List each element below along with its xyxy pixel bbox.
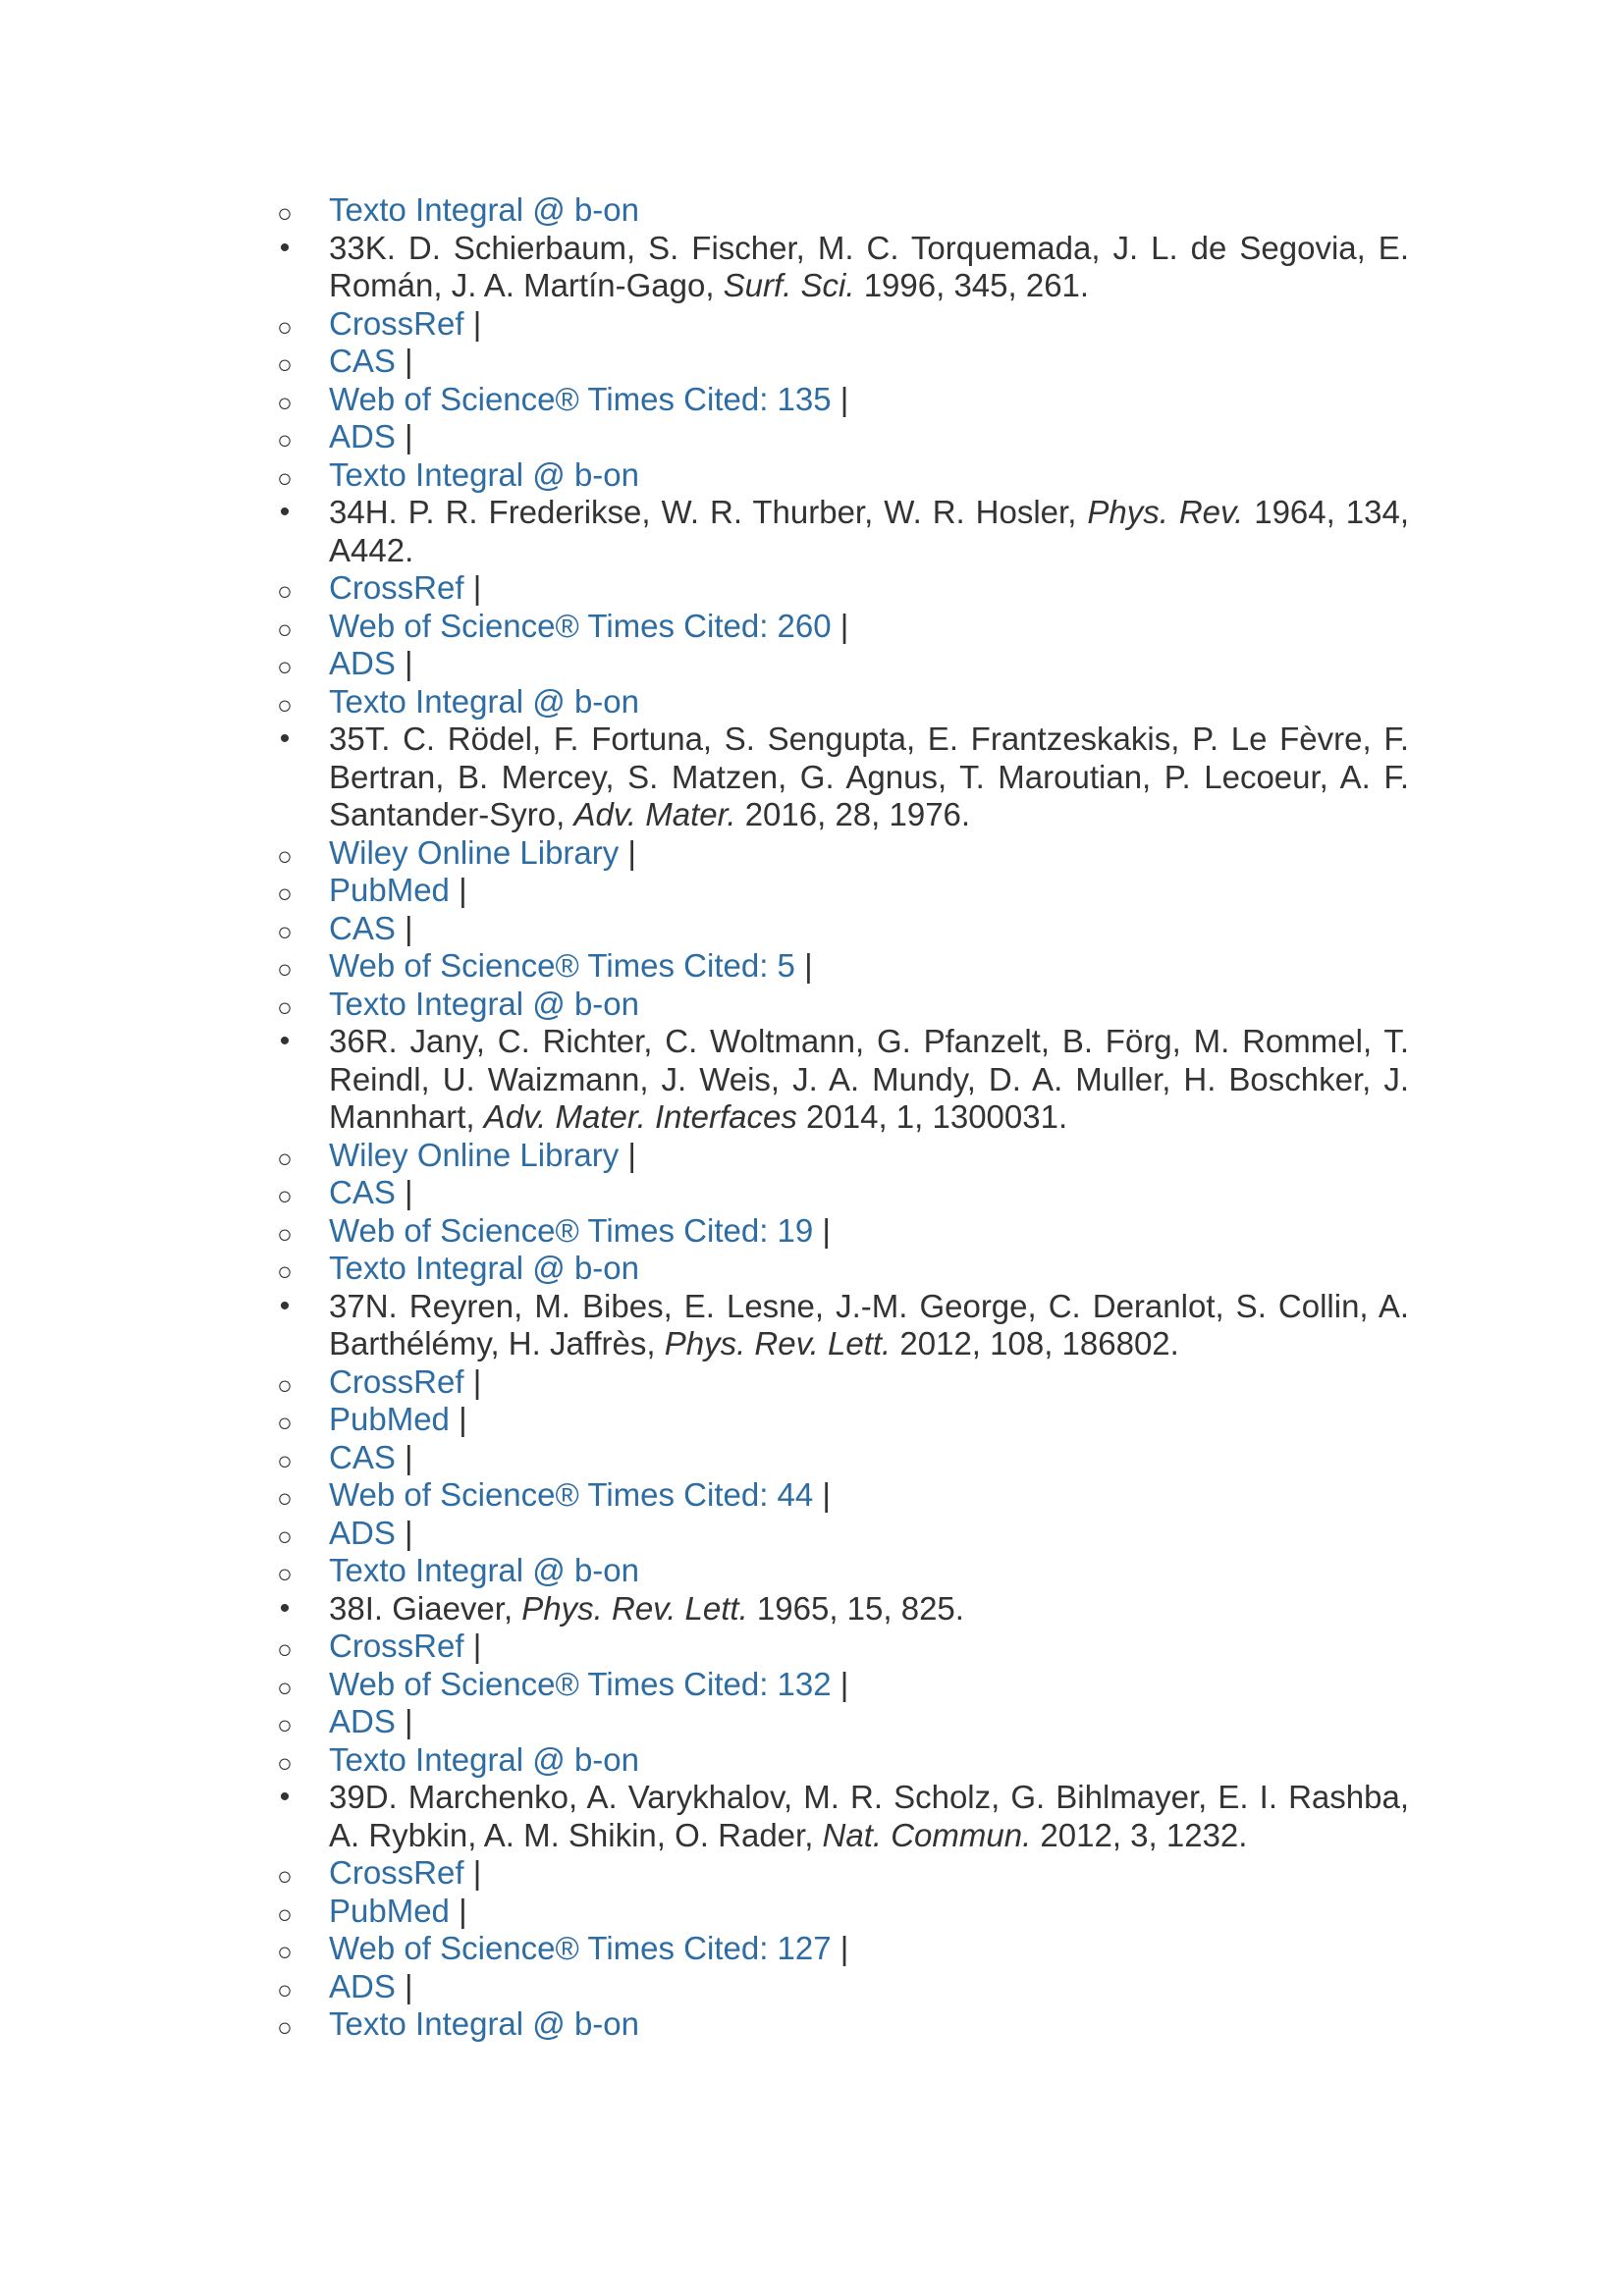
reference-entry: [265, 1288, 1409, 1363]
journal-name: Surf. Sci.: [723, 267, 855, 303]
reference-link-row: [265, 986, 1409, 1024]
hollow-bullet-icon: ○: [277, 1974, 293, 2004]
cas-link[interactable]: CAS: [329, 909, 396, 946]
reference-citation: [329, 721, 1409, 834]
reference-link-row: [265, 1212, 1409, 1251]
reference-citation: [329, 1288, 1409, 1363]
reference-entry: [265, 1779, 1409, 1854]
hollow-bullet-icon: ○: [277, 311, 293, 342]
reference-link-row: [265, 569, 1409, 608]
link-separator: |: [813, 1211, 832, 1249]
reference-citation: [329, 1590, 1409, 1629]
hollow-bullet-icon: ○: [277, 349, 293, 379]
reference-entry: [265, 1023, 1409, 1137]
reference-link-row: [265, 872, 1409, 910]
filled-bullet-icon: •: [279, 722, 291, 755]
link-separator: |: [463, 1628, 482, 1664]
crossref-link[interactable]: CrossRef: [329, 304, 464, 342]
link-separator: |: [395, 645, 413, 681]
texto-integral-b-on-link[interactable]: Texto Integral @ b-on: [329, 455, 639, 493]
hollow-bullet-icon: ○: [277, 652, 293, 681]
hollow-bullet-icon: ○: [277, 1483, 293, 1513]
pubmed-link[interactable]: PubMed: [329, 1892, 450, 1929]
link-separator: |: [463, 1362, 482, 1400]
ads-link[interactable]: ADS: [329, 418, 396, 454]
reference-link-row: [265, 645, 1409, 683]
web-of-science-times-cited-19-link[interactable]: Web of Science® Times Cited: 19: [329, 1211, 814, 1249]
hollow-bullet-icon: ○: [277, 1181, 293, 1210]
link-separator: |: [463, 1854, 482, 1891]
link-separator: |: [619, 1136, 637, 1173]
reference-citation: [329, 1779, 1409, 1854]
link-separator: |: [395, 1703, 413, 1739]
pubmed-link[interactable]: PubMed: [329, 872, 450, 908]
hollow-bullet-icon: ○: [277, 1672, 293, 1702]
citation-text: 36R. Jany, C. Richter, C. Woltmann, G. Pfanzelt, B. Förg, M. Rommel, T. Reindl, U. Waizmann, J. Weis, J. A. Mundy, D. A. Muller, H. Boschker, J. Mannhart,: [329, 1023, 1409, 1135]
reference-citation: [329, 230, 1409, 305]
hollow-bullet-icon: ○: [277, 2012, 293, 2042]
hollow-bullet-icon: ○: [277, 1143, 293, 1173]
hollow-bullet-icon: ○: [277, 1408, 293, 1437]
reference-entry: [265, 721, 1409, 834]
reference-link-row: [265, 1515, 1409, 1553]
link-separator: |: [395, 1174, 413, 1210]
hollow-bullet-icon: ○: [277, 425, 293, 454]
web-of-science-times-cited-260-link[interactable]: Web of Science® Times Cited: 260: [329, 607, 832, 644]
hollow-bullet-icon: ○: [277, 1898, 293, 1929]
reference-link-row: [265, 305, 1409, 344]
hollow-bullet-icon: ○: [277, 1445, 293, 1475]
filled-bullet-icon: •: [279, 1781, 291, 1813]
citation-text: 1964, 134, A442.: [329, 494, 1409, 568]
link-separator: |: [395, 1514, 413, 1551]
reference-link-row: [265, 1703, 1409, 1741]
citation-text: 37N. Reyren, M. Bibes, E. Lesne, J.-M. George, C. Deranlot, S. Collin, A. Barthélémy, H. Jaffrès,: [329, 1287, 1409, 1362]
link-separator: |: [395, 1967, 413, 2004]
filled-bullet-icon: •: [279, 1025, 291, 1057]
reference-link-row: [265, 2005, 1409, 2044]
journal-name: Phys. Rev. Lett.: [521, 1589, 748, 1627]
reference-link-row: [265, 1930, 1409, 1968]
reference-link-row: [265, 1363, 1409, 1402]
citation-text: 35T. C. Rödel, F. Fortuna, S. Sengupta, E. Frantzeskakis, P. Le Fèvre, F. Bertran, B. Mercey, S. Matzen, G. Agnus, T. Maroutian, P. Lecoeur, A. F. Santander-Syro,: [329, 721, 1409, 832]
citation-text: 38I. Giaever,: [329, 1589, 522, 1627]
hollow-bullet-icon: ○: [277, 879, 293, 908]
filled-bullet-icon: •: [279, 1591, 291, 1625]
link-separator: |: [449, 1892, 467, 1929]
crossref-link[interactable]: CrossRef: [329, 1628, 464, 1664]
reference-link-row: [265, 608, 1409, 646]
reference-link-row: [265, 191, 1409, 230]
cas-link[interactable]: CAS: [329, 343, 396, 379]
citation-text: 39D. Marchenko, A. Varykhalov, M. R. Scholz, G. Bihlmayer, E. I. Rashba, A. Rybkin, A. M. Shikin, O. Rader,: [329, 1779, 1409, 1853]
link-separator: |: [831, 1665, 849, 1702]
reference-link-row: [265, 418, 1409, 456]
ads-link[interactable]: ADS: [329, 1514, 396, 1551]
web-of-science-times-cited-135-link[interactable]: Web of Science® Times Cited: 135: [329, 380, 832, 417]
reference-link-row: [265, 1968, 1409, 2006]
journal-name: Adv. Mater. Interfaces: [483, 1098, 797, 1135]
hollow-bullet-icon: ○: [277, 1937, 293, 1966]
link-separator: |: [449, 872, 467, 908]
link-separator: |: [463, 569, 482, 606]
hollow-bullet-icon: ○: [277, 462, 293, 493]
hollow-bullet-icon: ○: [277, 840, 293, 871]
crossref-link[interactable]: CrossRef: [329, 1854, 464, 1891]
link-separator: |: [813, 1476, 832, 1513]
reference-link-row: [265, 683, 1409, 721]
hollow-bullet-icon: ○: [277, 1747, 293, 1778]
reference-link-row: [265, 343, 1409, 381]
hollow-bullet-icon: ○: [277, 1861, 293, 1891]
citation-text: 2012, 3, 1232.: [1031, 1816, 1248, 1853]
reference-link-row: [265, 1439, 1409, 1477]
web-of-science-times-cited-127-link[interactable]: Web of Science® Times Cited: 127: [329, 1930, 832, 1966]
crossref-link[interactable]: CrossRef: [329, 1362, 464, 1400]
reference-citation: [329, 494, 1409, 569]
journal-name: Phys. Rev.: [1087, 494, 1244, 530]
link-separator: |: [831, 1930, 849, 1966]
reference-link-row: [265, 910, 1409, 948]
reference-link-row: [265, 1893, 1409, 1931]
link-separator: |: [395, 1438, 413, 1475]
ads-link[interactable]: ADS: [329, 1703, 396, 1739]
texto-integral-b-on-link[interactable]: Texto Integral @ b-on: [329, 1552, 639, 1588]
reference-list: [265, 191, 1409, 2044]
wiley-online-library-link[interactable]: Wiley Online Library: [329, 1136, 620, 1173]
reference-entry: [265, 230, 1409, 305]
link-separator: |: [395, 343, 413, 379]
citation-text: 2014, 1, 1300031.: [796, 1098, 1068, 1135]
texto-integral-b-on-link[interactable]: Texto Integral @ b-on: [329, 2005, 639, 2042]
texto-integral-b-on-link[interactable]: Texto Integral @ b-on: [329, 1250, 639, 1286]
hollow-bullet-icon: ○: [277, 614, 293, 644]
link-separator: |: [794, 947, 813, 984]
reference-link-row: [265, 1250, 1409, 1288]
hollow-bullet-icon: ○: [277, 1559, 293, 1588]
citation-text: 2016, 28, 1976.: [735, 796, 971, 832]
link-separator: |: [395, 909, 413, 946]
hollow-bullet-icon: ○: [277, 1710, 293, 1739]
link-separator: |: [449, 1401, 467, 1437]
reference-link-row: [265, 947, 1409, 986]
filled-bullet-icon: •: [279, 231, 291, 264]
reference-link-row: [265, 1854, 1409, 1893]
filled-bullet-icon: •: [279, 1289, 291, 1322]
filled-bullet-icon: •: [279, 496, 291, 528]
hollow-bullet-icon: ○: [277, 991, 293, 1022]
pubmed-link[interactable]: PubMed: [329, 1401, 450, 1437]
journal-name: Nat. Commun.: [822, 1816, 1032, 1853]
reference-link-row: [265, 1174, 1409, 1212]
reference-link-row: [265, 1741, 1409, 1780]
web-of-science-times-cited-5-link[interactable]: Web of Science® Times Cited: 5: [329, 947, 795, 984]
texto-integral-b-on-link[interactable]: Texto Integral @ b-on: [329, 985, 639, 1022]
citation-text: 1996, 345, 261.: [854, 267, 1090, 303]
ads-link[interactable]: ADS: [329, 1967, 396, 2004]
reference-link-row: [265, 456, 1409, 495]
hollow-bullet-icon: ○: [277, 1634, 293, 1664]
link-separator: |: [619, 833, 637, 871]
reference-link-row: [265, 1137, 1409, 1175]
reference-link-row: [265, 381, 1409, 419]
web-of-science-times-cited-44-link[interactable]: Web of Science® Times Cited: 44: [329, 1476, 814, 1513]
hollow-bullet-icon: ○: [277, 1521, 293, 1551]
reference-link-row: [265, 1401, 1409, 1439]
reference-entry: [265, 1590, 1409, 1629]
journal-name: Adv. Mater.: [573, 796, 736, 832]
reference-link-row: [265, 1628, 1409, 1666]
reference-link-row: [265, 1476, 1409, 1515]
citation-text: 33K. D. Schierbaum, S. Fischer, M. C. Torquemada, J. L. de Segovia, E. Román, J. A. Martín-Gago,: [329, 229, 1409, 303]
hollow-bullet-icon: ○: [277, 387, 293, 417]
link-separator: |: [395, 418, 413, 454]
hollow-bullet-icon: ○: [277, 576, 293, 606]
texto-integral-b-on-link[interactable]: Texto Integral @ b-on: [329, 682, 639, 720]
reference-link-row: [265, 1666, 1409, 1704]
texto-integral-b-on-link[interactable]: Texto Integral @ b-on: [329, 191, 639, 228]
reference-citation: [329, 1023, 1409, 1137]
hollow-bullet-icon: ○: [277, 916, 293, 946]
link-separator: |: [831, 607, 849, 644]
reference-link-row: [265, 1552, 1409, 1590]
reference-entry: [265, 494, 1409, 569]
cas-link[interactable]: CAS: [329, 1438, 396, 1475]
link-separator: |: [463, 304, 482, 342]
citation-text: 2012, 108, 186802.: [891, 1325, 1179, 1362]
hollow-bullet-icon: ○: [277, 1256, 293, 1286]
journal-name: Phys. Rev. Lett.: [664, 1325, 892, 1362]
hollow-bullet-icon: ○: [277, 689, 293, 720]
texto-integral-b-on-link[interactable]: Texto Integral @ b-on: [329, 1740, 639, 1778]
hollow-bullet-icon: ○: [277, 1218, 293, 1249]
cas-link[interactable]: CAS: [329, 1174, 396, 1210]
reference-link-row: [265, 834, 1409, 873]
ads-link[interactable]: ADS: [329, 645, 396, 681]
hollow-bullet-icon: ○: [277, 1369, 293, 1400]
citation-text: 1965, 15, 825.: [747, 1589, 964, 1627]
hollow-bullet-icon: ○: [277, 198, 293, 228]
wiley-online-library-link[interactable]: Wiley Online Library: [329, 833, 620, 871]
citation-text: 34H. P. R. Frederikse, W. R. Thurber, W. R. Hosler,: [329, 494, 1088, 530]
crossref-link[interactable]: CrossRef: [329, 569, 464, 606]
link-separator: |: [831, 380, 849, 417]
hollow-bullet-icon: ○: [277, 954, 293, 984]
web-of-science-times-cited-132-link[interactable]: Web of Science® Times Cited: 132: [329, 1665, 832, 1702]
